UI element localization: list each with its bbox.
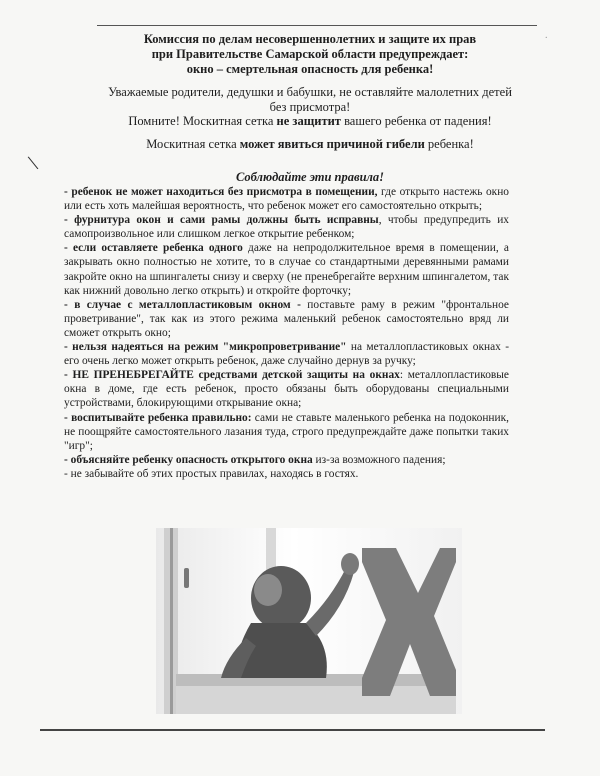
intro-mosquito-net-warning: Помните! Москитная сетка не защитит вашего ребенка от падения! xyxy=(128,114,492,128)
header-line-2: при Правительстве Самарской области предупреждает: xyxy=(151,47,469,61)
rules-list xyxy=(64,185,509,481)
rule-4: - в случае с металлопластиковым окном - поставьте раму в режим "фронтальное проветривание", так как из этого режима маленький ребенок самостоятельно вряд ли сможет открыть окно; xyxy=(64,298,509,339)
rule-3: - если оставляете ребенка одного даже на непродолжительное время в помещении, а закрывать окно полностью не хотите, то в случае со стандартными деревянными рамами закройте окно на шпингалеты снизу и сверху (не пренебрегайте верхним шпингалетом, так как нижний довольно легко открыть) и откройте форточку; xyxy=(64,242,509,297)
rule-5: - нельзя надеяться на режим "микропроветривание" на металлопластиковых окнах - его очень легко может открыть ребенок, даже случайно дернув за ручку; xyxy=(64,341,509,368)
child-at-window-illustration xyxy=(156,528,462,714)
rule-6: - НЕ ПРЕНЕБРЕГАЙТЕ средствами детской защиты на окнах: металлопластиковые окна в доме, где есть ребенок, просто обязаны быть оборудованы специальными устройствами, блокирующими открывание окна; xyxy=(64,369,509,410)
rule-7: - воспитывайте ребенка правильно: сами не ставьте маленького ребенка на подоконник, не поощряйте самостоятельного лазания туда, строго предупреждайте даже попытки таких "игр"; xyxy=(64,411,509,452)
bottom-rule xyxy=(40,729,545,731)
rule-1: - ребенок не может находиться без присмотра в помещении, где открыто настежь окно или есть хоть малейшая вероятность, что ребенок может его самостоятельно открыть; xyxy=(64,186,509,213)
pen-mark: \ xyxy=(25,149,41,176)
scan-mark: . xyxy=(545,30,548,41)
child-at-window-image xyxy=(156,528,462,714)
rule-8: - объясняйте ребенку опасность открытого окна из-за возможного падения; xyxy=(64,453,446,466)
rule-2: - фурнитура окон и сами рамы должны быть исправны, чтобы предупредить их самопроизвольное или слишком легкое открытие ребенком; xyxy=(64,214,509,241)
intro-death-warning: Москитная сетка может явиться причиной гибели ребенка! xyxy=(146,137,474,151)
intro-line-2: без присмотра! xyxy=(269,100,351,114)
top-rule xyxy=(97,25,537,26)
intro-line-1: Уважаемые родители, дедушки и бабушки, не оставляйте малолетних детей xyxy=(108,85,512,99)
rule-9: - не забывайте об этих простых правилах, находясь в гостях. xyxy=(64,467,359,480)
rules-title: Соблюдайте эти правила! xyxy=(235,170,385,184)
header-line-3: окно – смертельная опасность для ребенка! xyxy=(186,62,434,76)
cross-mark-icon xyxy=(362,548,456,696)
header-line-1: Комиссия по делам несовершеннолетних и защите их прав xyxy=(143,32,477,46)
